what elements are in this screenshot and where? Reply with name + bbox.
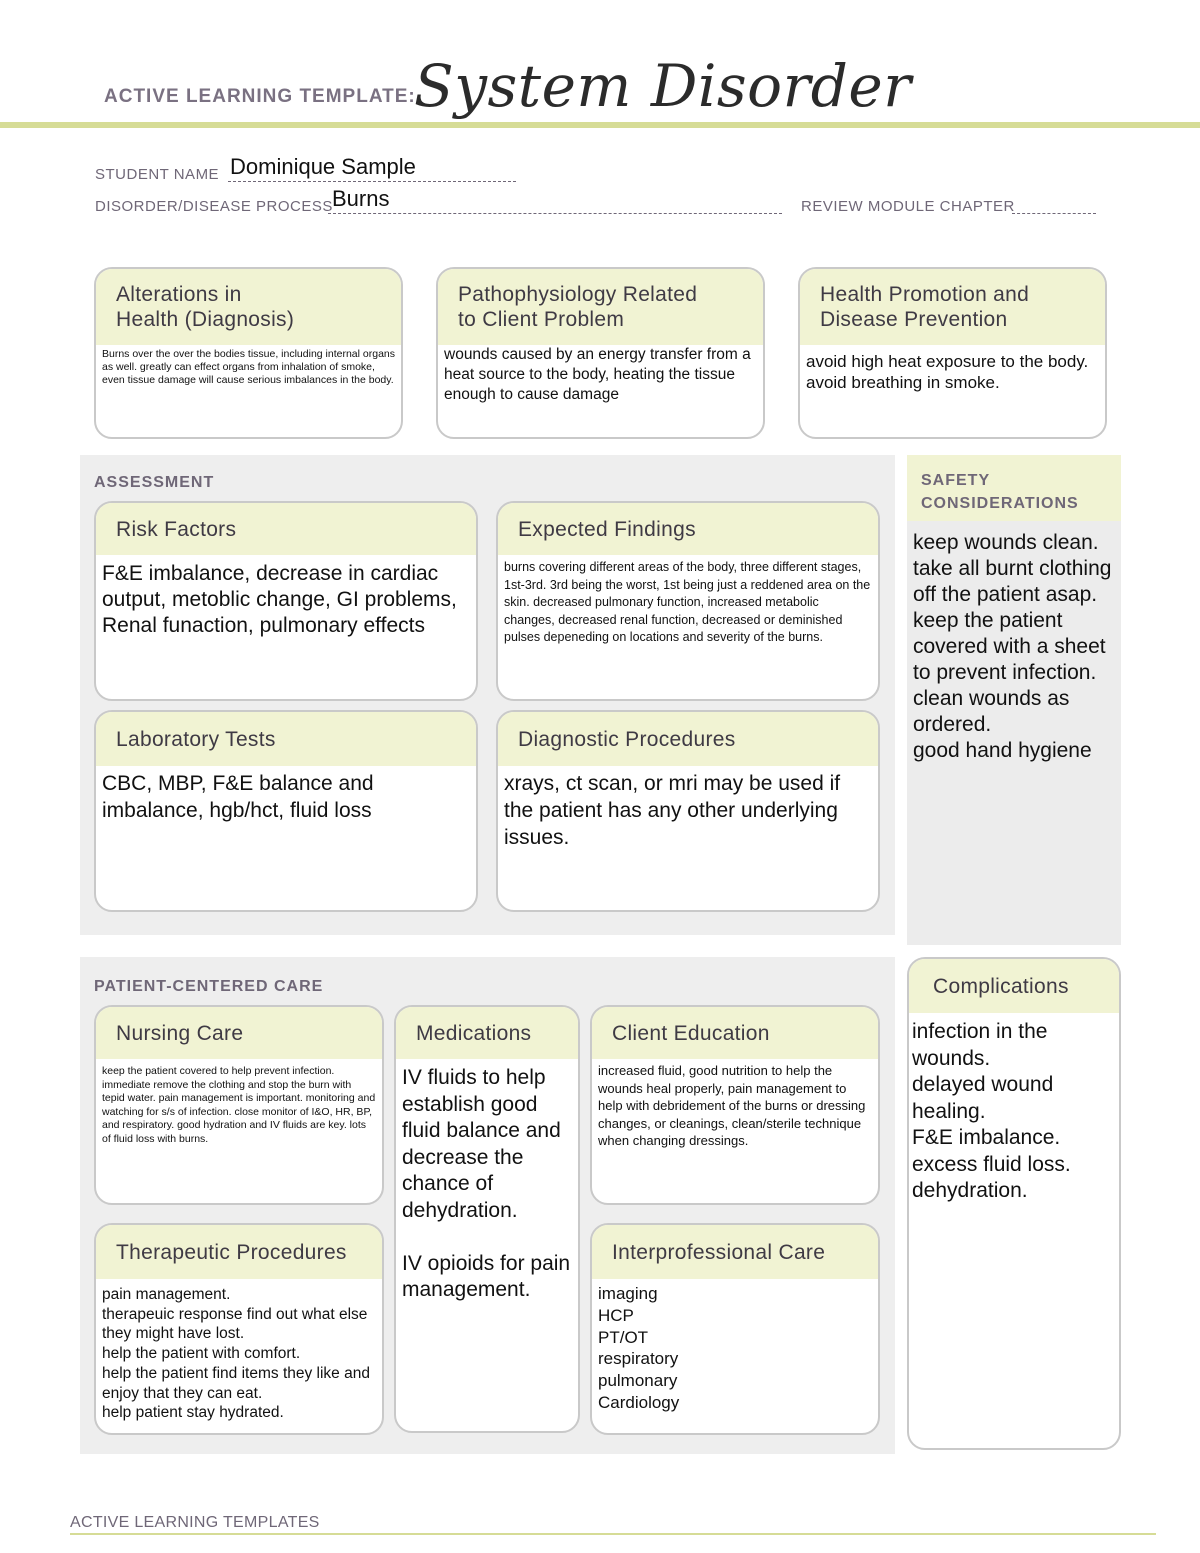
medications-box [394,1005,580,1433]
therapeutic-procedures-text: pain management. therapeuic response find out what else they might have lost. help the patient with comfort. help the patient find items they like and enjoy that they can eat. help patient stay hydrated. [102,1286,370,1422]
pathophysiology-title [438,269,763,345]
health-promotion-title-line2: Disease Prevention [820,308,1008,331]
client-education-text: increased fluid, good nutrition to help the wounds heal properly, pain management to help with debridement of the burns or dressing changes, or cleanings, clean/sterile technique when changing dressings. [598,1063,866,1148]
safety-title-line1: SAFETY [921,472,991,489]
risk-factors-text: F&E imbalance, decrease in cardiac output, metoblic change, GI problems, Renal funaction, pulmonary effects [102,562,457,637]
disorder-field[interactable] [328,186,782,214]
alterations-text: Burns over the over the bodies tissue, including internal organs as well. greatly can effect organs from inhalation of smoke, even tissue damage will cause serious imbalances in the body. [102,348,396,386]
client-education-box [590,1005,880,1205]
complications-box [907,957,1121,1450]
health-promotion-box [798,267,1107,439]
nursing-care-text: keep the patient covered to help prevent infection. immediate remove the clothing and stop the burn with tepid water. pain management is important. monitoring and watching for s/s of infection. close monitor of I&O, HR, BP, and respiratory. good hydration and IV fluids are key. lots of fluid loss with burns. [102,1065,376,1145]
student-name-label: STUDENT NAME [95,166,220,183]
medications-text: IV fluids to help establish good fluid balance and decrease the chance of dehydration. IV opioids for pain management. [402,1066,571,1301]
pathophysiology-title-line1: Pathophysiology Related [458,283,698,306]
complications-text: infection in the wounds. delayed wound healing. F&E imbalance. excess fluid loss. dehydration. [912,1020,1071,1202]
nursing-care-title: Nursing Care [96,1007,382,1059]
alterations-title [96,269,401,345]
expected-findings-text: burns covering different areas of the body, three different stages, 1st-3rd. 3rd being the worst, 1st being just a reddened area on the skin. decreased pulmonary function, increased metabolic changes, decreased renal function, decreased or deminished pulses depeneding on locations and severity of the burns. [504,560,871,644]
medications-title: Medications [396,1007,578,1059]
therapeutic-procedures-title: Therapeutic Procedures [96,1225,382,1279]
complications-title: Complications [909,959,1119,1013]
pathophysiology-title-line2: to Client Problem [458,308,625,331]
student-name-field[interactable] [228,154,516,182]
risk-factors-box [94,501,478,701]
student-name-value: Dominique Sample [230,154,416,179]
laboratory-tests-box [94,710,478,912]
page-title: System Disorder [414,52,912,120]
client-education-title: Client Education [592,1007,878,1059]
laboratory-tests-title: Laboratory Tests [96,712,476,766]
assessment-label: ASSESSMENT [94,474,215,491]
risk-factors-title: Risk Factors [96,503,476,555]
health-promotion-title-line1: Health Promotion and [820,283,1030,306]
disorder-label: DISORDER/DISEASE PROCESS [95,198,333,215]
health-promotion-title [800,269,1105,345]
safety-title [907,455,1121,521]
assessment-section [80,455,895,935]
footer-label: ACTIVE LEARNING TEMPLATES [70,1514,320,1531]
disorder-value: Burns [332,186,390,211]
diagnostic-procedures-title: Diagnostic Procedures [498,712,878,766]
template-label: ACTIVE LEARNING TEMPLATE: [104,86,416,107]
review-module-label: REVIEW MODULE CHAPTER [801,198,1015,215]
diagnostic-procedures-box [496,710,880,912]
header-rule [0,122,1200,128]
safety-text: keep wounds clean. take all burnt clothing off the patient asap. keep the patient covered with a sheet to prevent infection. clean wounds as ordered. good hand hygiene [913,531,1112,762]
pathophysiology-box [436,267,765,439]
interprofessional-care-box [590,1223,880,1435]
interprofessional-care-text: imaging HCP PT/OT respiratory pulmonary Cardiology [598,1284,680,1412]
safety-considerations-panel [907,455,1121,945]
nursing-care-box [94,1005,384,1205]
review-module-field[interactable] [1012,186,1096,214]
expected-findings-box [496,501,880,701]
alterations-title-line2: Health (Diagnosis) [116,308,295,331]
pathophysiology-text: wounds caused by an energy transfer from a heat source to the body, heating the tissue enough to cause damage [444,346,751,403]
diagnostic-procedures-text: xrays, ct scan, or mri may be used if the patient has any other underlying issues. [504,772,841,849]
patient-centered-care-label: PATIENT-CENTERED CARE [94,978,324,995]
interprofessional-care-title: Interprofessional Care [592,1225,878,1279]
health-promotion-text: avoid high heat exposure to the body. avoid breathing in smoke. [806,352,1089,392]
laboratory-tests-text: CBC, MBP, F&E balance and imbalance, hgb/hct, fluid loss [102,772,374,822]
alterations-title-line1: Alterations in [116,283,242,306]
footer-rule [70,1533,1156,1535]
expected-findings-title: Expected Findings [498,503,878,555]
alterations-box [94,267,403,439]
patient-centered-care-section [80,957,895,1454]
therapeutic-procedures-box [94,1223,384,1435]
safety-title-line2: CONSIDERATIONS [921,495,1079,512]
